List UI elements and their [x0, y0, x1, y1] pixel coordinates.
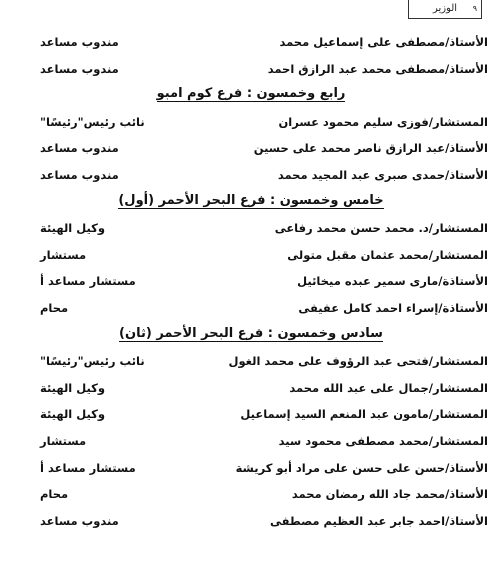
list-row — [0, 427, 502, 454]
list-row — [0, 294, 502, 321]
person-title: مندوب مساعد — [40, 35, 119, 49]
person-title: مستشار مساعد أ — [40, 460, 136, 475]
section-heading-red-sea-first — [0, 188, 502, 215]
person-name: الأستاذ/مصطفى محمد عبد الرازق احمد — [267, 61, 488, 76]
person-name: الأستاذ/حمدى صبرى عبد المجيد محمد — [277, 167, 488, 182]
list-row — [0, 134, 502, 161]
person-title: مستشار — [40, 247, 87, 262]
stamp-number: ٩ — [472, 4, 477, 13]
person-name: المستشار/محمد مصطفى محمود سيد — [278, 433, 488, 448]
section-heading-text: رابع وخمسون : فرع كوم امبو — [156, 86, 346, 102]
person-title: وكيل الهيئة — [40, 221, 106, 236]
person-title: مندوب مساعد — [40, 513, 119, 528]
section-heading-text: سادس وخمسون : فرع البحر الأحمر (ثان) — [119, 325, 383, 341]
list-row — [0, 374, 502, 401]
person-title: وكيل الهيئة — [40, 380, 106, 395]
person-name: الأستاذ/مصطفى على إسماعيل محمد — [279, 35, 488, 49]
stamp-label: الوزير — [432, 3, 458, 14]
person-title: محام — [40, 300, 69, 315]
list-row — [0, 480, 502, 507]
list-row — [0, 400, 502, 427]
person-name: المستشار/فوزى سليم محمود عسران — [278, 114, 488, 129]
list-row — [0, 454, 502, 481]
person-name: الأستاذة/مارى سمير عبده ميخائيل — [297, 274, 488, 289]
person-name: المستشار/د. محمد حسن محمد رفاعى — [274, 221, 488, 236]
person-name: المستشار/محمد عثمان مقبل متولى — [287, 247, 488, 262]
minister-stamp — [408, 0, 482, 19]
person-name: المستشار/جمال على عبد الله محمد — [289, 380, 488, 395]
person-name: الأستاذ/محمد جاد الله رمضان محمد — [291, 487, 488, 502]
person-name: الأستاذ/احمد جابر عبد العظيم مصطفى — [269, 513, 488, 528]
person-title: مندوب مساعد — [40, 167, 119, 182]
person-name: الأستاذ/عبد الرازق ناصر محمد على حسين — [253, 141, 488, 156]
list-row — [0, 241, 502, 268]
person-name: المستشار/فتحى عبد الرؤوف على محمد الغول — [228, 354, 488, 369]
person-title: مستشار مساعد أ — [40, 274, 136, 289]
list-row — [0, 55, 502, 82]
section-heading-kom-ombo — [0, 81, 502, 108]
list-row — [0, 214, 502, 241]
person-name: الأستاذ/حسن على حسن على مراد أبو كريشة — [235, 460, 488, 475]
person-title: محام — [40, 487, 69, 502]
list-row — [0, 507, 502, 534]
person-name: الأستاذة/إسراء احمد كامل عفيفى — [298, 300, 488, 315]
person-title: مستشار — [40, 433, 87, 448]
person-title: نائب رئيس"رئيسًا" — [40, 114, 145, 129]
person-title: مندوب مساعد — [40, 61, 119, 76]
person-title: وكيل الهيئة — [40, 407, 106, 422]
list-row — [0, 267, 502, 294]
person-title: مندوب مساعد — [40, 141, 119, 156]
personnel-list — [0, 28, 502, 533]
list-row — [0, 108, 502, 135]
person-title: نائب رئيس"رئيسًا" — [40, 354, 145, 369]
list-row — [0, 28, 502, 55]
section-heading-text: خامس وخمسون : فرع البحر الأحمر (أول) — [118, 192, 384, 208]
list-row — [0, 347, 502, 374]
person-name: المستشار/مامون عبد المنعم السيد إسماعيل — [240, 407, 488, 422]
list-row — [0, 161, 502, 188]
section-heading-red-sea-second — [0, 321, 502, 348]
